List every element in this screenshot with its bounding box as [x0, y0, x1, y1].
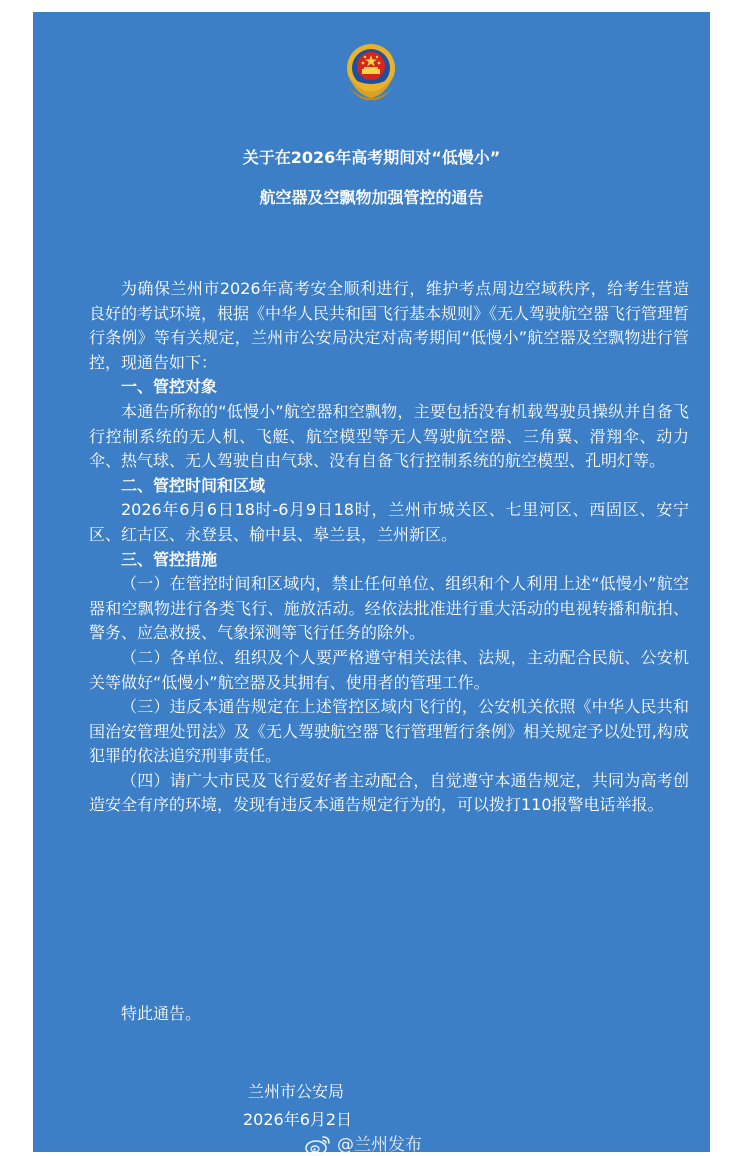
measure-paragraph-3: （三）违反本通告规定在上述管控区域内飞行的，公安机关依照《中华人民共和国治安管理处罚法》及《无人驾驶航空器飞行管理暂行条例》相关规定予以处罚,构成犯罪的依法追究刑事责任。: [89, 697, 689, 766]
signature-date: 2026年6月2日: [243, 1110, 353, 1129]
weibo-watermark: [305, 1134, 422, 1156]
section-heading-time-and-area: 二、管控时间和区域: [121, 475, 266, 495]
intro-paragraph: 为确保兰州市2026年高考安全顺利进行，维护考点周边空域秩序，给考生营造良好的考试环境，根据《中华人民共和国飞行基本规则》《无人驾驶航空器飞行管理暂行条例》等有关规定，兰州市公安局决定对高考期间“低慢小”航空器及空飘物进行管控，现通告如下：: [89, 279, 690, 372]
measure-paragraph-2: （二）各单位、组织及个人要严格遵守相关法律、法规，主动配合民航、公安机关等做好“低慢小”航空器及其拥有、使用者的管理工作。: [89, 647, 689, 692]
measure-paragraph-1: （一）在管控时间和区域内，禁止任何单位、组织和个人利用上述“低慢小”航空器和空飘物进行各类飞行、施放活动。经依法批准进行重大活动的电视转播和航拍、警务、应急救援、气象探测等飞行任务的除外。: [89, 574, 689, 643]
section-heading-control-targets: 一、管控对象: [121, 377, 218, 397]
notice-title-line-1: 关于在2026年高考期间对“低慢小”: [242, 148, 501, 167]
section-text-control-targets: 本通告所称的“低慢小”航空器和空飘物，主要包括没有机载驾驶员操纵并自备飞行控制系统的无人机、飞艇、航空模型等无人驾驶航空器、三角翼、滑翔伞、动力伞、热气球、无人驾驶自由气球、没有自备飞行控制系统的航空模型、孔明灯等。: [89, 401, 689, 471]
notice-title-line-2: 航空器及空飘物加强管控的通告: [259, 188, 484, 207]
signature-organization: 兰州市公安局: [248, 1082, 345, 1101]
notice-panel: [33, 12, 710, 1155]
section-text-time-and-area: 2026年6月6日18时-6月9日18时，兰州市城关区、七里河区、西固区、安宁区、红古区、永登县、榆中县、皋兰县，兰州新区。: [89, 500, 689, 544]
notice-body: [89, 277, 690, 1023]
section-heading-control-measures: 三、管控措施: [121, 549, 218, 569]
measure-paragraph-4: （四）请广大市民及飞行爱好者主动配合，自觉遵守本通告规定，共同为高考创造安全有序的环境，发现有违反本通告规定行为的，可以拨打110报警电话举报。: [89, 770, 689, 815]
watermark-text: @兰州发布: [337, 1135, 422, 1155]
police-emblem-icon: [341, 40, 401, 102]
weibo-icon: [305, 1134, 331, 1156]
closing-line: 特此通告。: [121, 1003, 202, 1023]
